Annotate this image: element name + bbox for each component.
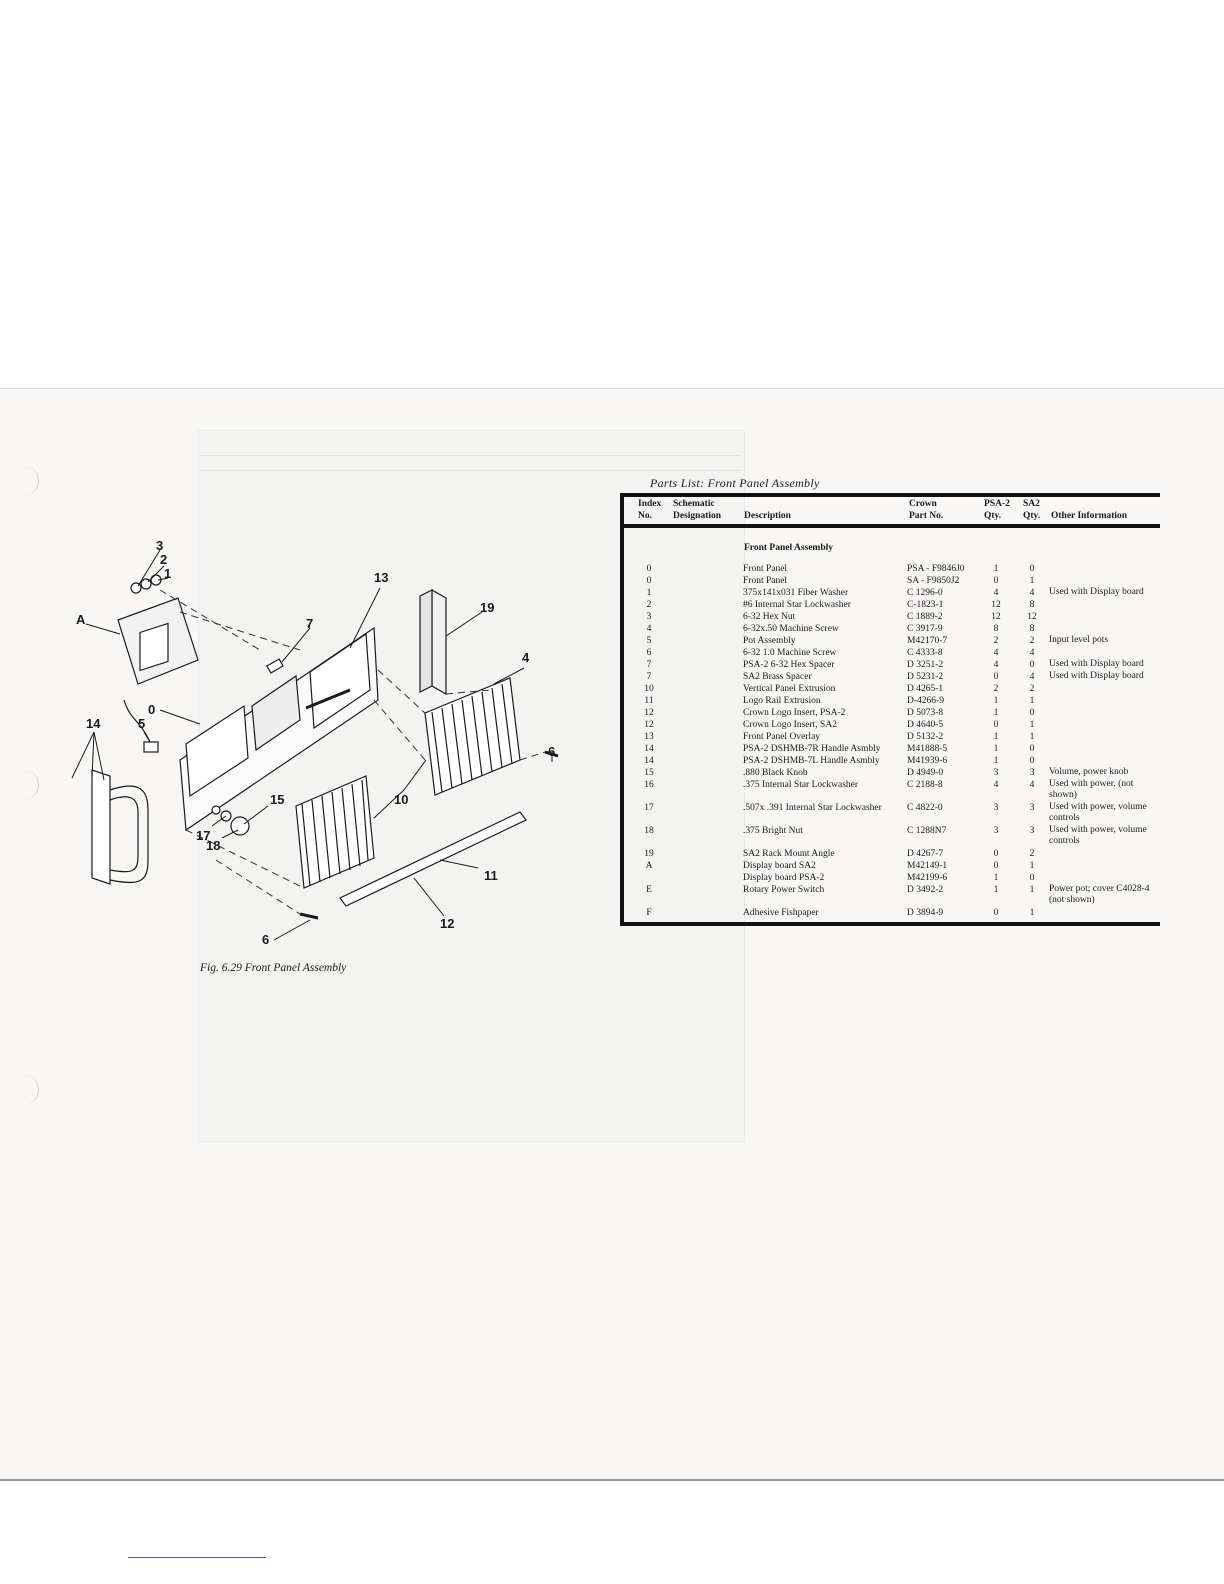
row-part-no: M41888-5	[907, 744, 948, 754]
row-description: Vertical Panel Extrusion	[743, 684, 836, 694]
row-part-no: C-1823-1	[907, 600, 944, 610]
row-sa2-qty: 3	[1029, 826, 1035, 836]
row-sa2-qty: 1	[1029, 732, 1035, 742]
callout-label: 6	[262, 932, 270, 947]
row-description: .880 Black Knob	[743, 768, 808, 778]
row-sa2-qty: 0	[1029, 708, 1035, 718]
row-description: PSA-2 6-32 Hex Spacer	[743, 660, 835, 670]
row-index: 11	[644, 696, 654, 706]
row-description: Front Panel	[743, 564, 788, 574]
callout-label: 13	[374, 570, 389, 585]
header-sa2-qty: SA2 Qty.	[1023, 499, 1041, 521]
row-sa2-qty: 4	[1029, 588, 1035, 598]
row-index: 7	[646, 660, 652, 670]
vertical-extrusion-left	[296, 776, 374, 888]
callout-label: 11	[484, 868, 498, 883]
row-part-no: M42170-7	[907, 636, 948, 646]
section-title: Front Panel Assembly	[744, 543, 834, 553]
row-description: SA2 Rack Mount Angle	[743, 849, 835, 859]
row-psa2-qty: 8	[993, 624, 999, 634]
row-sa2-qty: 12	[1027, 612, 1037, 622]
row-other-info: Used with power, volume controls	[1049, 802, 1147, 823]
row-sa2-qty: 0	[1029, 564, 1035, 574]
row-index: 2	[646, 600, 652, 610]
row-description: Display board SA2	[743, 861, 816, 871]
row-index: 13	[644, 732, 654, 742]
row-sa2-qty: 2	[1029, 849, 1035, 859]
row-sa2-qty: 0	[1029, 660, 1035, 670]
row-psa2-qty: 0	[993, 908, 999, 918]
row-part-no: D 4640-5	[907, 720, 944, 730]
footer-rule	[128, 1557, 266, 1558]
row-sa2-qty: 0	[1029, 756, 1035, 766]
row-sa2-qty: 1	[1029, 885, 1035, 895]
row-part-no: D-4266-9	[907, 696, 944, 706]
callout-label: 2	[160, 552, 168, 567]
callout-label: A	[76, 612, 86, 627]
row-sa2-qty: 0	[1029, 744, 1035, 754]
row-part-no: D 4267-7	[907, 849, 944, 859]
row-psa2-qty: 0	[993, 849, 999, 859]
row-description: Front Panel	[743, 576, 788, 586]
row-description: Crown Logo Insert, PSA-2	[743, 708, 846, 718]
callout-label: 15	[270, 792, 285, 807]
row-psa2-qty: 12	[991, 600, 1001, 610]
row-sa2-qty: 1	[1029, 720, 1035, 730]
row-index: 15	[644, 768, 654, 778]
row-sa2-qty: 8	[1029, 624, 1035, 634]
row-sa2-qty: 1	[1029, 576, 1035, 586]
row-psa2-qty: 3	[993, 803, 999, 813]
header-schematic: Schematic Designation	[673, 499, 722, 521]
row-description: Rotary Power Switch	[743, 885, 825, 895]
row-index: E	[646, 885, 652, 895]
row-description: 375x141x031 Fiber Washer	[743, 588, 849, 598]
row-index: 1	[646, 588, 652, 598]
row-other-info: Used with power. (not shown)	[1049, 779, 1134, 800]
row-part-no: PSA - F9846J0	[907, 564, 965, 574]
row-sa2-qty: 1	[1029, 696, 1035, 706]
callout-label: 18	[206, 838, 221, 853]
callout-label: 3	[156, 538, 164, 553]
row-psa2-qty: 1	[993, 696, 999, 706]
row-index: 19	[644, 849, 654, 859]
callout-label: 19	[480, 600, 495, 615]
callout-label: 6	[548, 744, 556, 759]
row-part-no: C 3917-9	[907, 624, 943, 634]
callout-label: 12	[440, 916, 455, 931]
callout-label: 10	[394, 792, 409, 807]
row-description: Pot Assembly	[743, 636, 796, 646]
row-index: 6	[646, 648, 652, 658]
row-psa2-qty: 2	[993, 684, 999, 694]
row-index: 12	[644, 720, 654, 730]
row-index: 18	[644, 826, 654, 836]
row-part-no: M42149-1	[907, 861, 948, 871]
header-psa2-qty: PSA-2 Qty.	[984, 499, 1010, 521]
parts-list-caption: Parts List: Front Panel Assembly	[650, 476, 820, 490]
row-other-info: Used with Display board	[1049, 671, 1144, 681]
row-part-no: M41939-6	[907, 756, 948, 766]
vertical-extrusion-right	[425, 678, 520, 795]
row-description: #6 Internal Star Lockwasher	[743, 600, 851, 610]
row-index: 12	[644, 708, 654, 718]
row-other-info: Volume, power knob	[1049, 767, 1129, 777]
row-description: Display board PSA-2	[743, 873, 825, 883]
row-description: .375 Internal Star Lockwasher	[743, 780, 859, 790]
row-index: 3	[646, 612, 652, 622]
row-psa2-qty: 1	[993, 885, 999, 895]
rack-angle-19	[432, 590, 446, 694]
row-part-no: SA - F9850J2	[907, 576, 960, 586]
row-index: 5	[646, 636, 652, 646]
row-sa2-qty: 3	[1029, 768, 1035, 778]
row-sa2-qty: 1	[1029, 908, 1035, 918]
row-description: 6-32x.50 Machine Screw	[743, 624, 839, 634]
row-part-no: D 5231-2	[907, 672, 944, 682]
row-psa2-qty: 1	[993, 744, 999, 754]
row-sa2-qty: 3	[1029, 803, 1035, 813]
row-part-no: C 4822-0	[907, 803, 943, 813]
row-part-no: D 5073-8	[907, 708, 944, 718]
row-index: 10	[644, 684, 654, 694]
row-part-no: C 1889-2	[907, 612, 943, 622]
row-psa2-qty: 12	[991, 612, 1001, 622]
row-sa2-qty: 1	[1029, 861, 1035, 871]
row-description: 6-32 Hex Nut	[743, 612, 796, 622]
row-other-info: Used with power, volume controls	[1049, 825, 1147, 846]
row-description: Adhesive Fishpaper	[743, 908, 819, 918]
row-psa2-qty: 1	[993, 732, 999, 742]
handle-14	[92, 770, 110, 884]
row-psa2-qty: 1	[993, 708, 999, 718]
row-psa2-qty: 1	[993, 564, 999, 574]
header-part-no: Crown Part No.	[909, 499, 944, 521]
row-psa2-qty: 4	[993, 648, 999, 658]
row-sa2-qty: 4	[1029, 648, 1035, 658]
row-sa2-qty: 4	[1029, 780, 1035, 790]
row-index: F	[646, 908, 652, 918]
row-index: 16	[644, 780, 654, 790]
row-description: 6-32 1.0 Machine Screw	[743, 648, 837, 658]
row-sa2-qty: 2	[1029, 684, 1035, 694]
row-other-info: Input level pots	[1049, 635, 1109, 645]
row-psa2-qty: 4	[993, 588, 999, 598]
row-sa2-qty: 4	[1029, 672, 1035, 682]
row-part-no: C 2188-8	[907, 780, 943, 790]
callout-label: 7	[306, 616, 314, 631]
row-sa2-qty: 2	[1029, 636, 1035, 646]
row-psa2-qty: 3	[993, 768, 999, 778]
row-part-no: D 3251-2	[907, 660, 944, 670]
row-psa2-qty: 1	[993, 873, 999, 883]
row-part-no: D 4265-1	[907, 684, 944, 694]
row-psa2-qty: 4	[993, 660, 999, 670]
row-part-no: C 1296-0	[907, 588, 943, 598]
row-index: 17	[644, 803, 654, 813]
row-part-no: M42199-6	[907, 873, 948, 883]
row-index: 0	[646, 564, 652, 574]
figure-caption: Fig. 6.29 Front Panel Assembly	[200, 962, 347, 974]
callout-label: 0	[148, 702, 156, 717]
callout-label: 14	[86, 716, 101, 731]
callout-label: 17	[196, 828, 211, 843]
row-other-info: Used with Display board	[1049, 659, 1144, 669]
row-index: 14	[644, 744, 654, 754]
row-psa2-qty: 0	[993, 861, 999, 871]
row-part-no: D 4949-0	[907, 768, 944, 778]
row-description: .507x .391 Internal Star Lockwasher	[743, 803, 882, 813]
callout-label: 5	[138, 716, 146, 731]
row-psa2-qty: 4	[993, 780, 999, 790]
row-psa2-qty: 0	[993, 672, 999, 682]
row-psa2-qty: 2	[993, 636, 999, 646]
row-description: Front Panel Overlay	[743, 732, 821, 742]
row-description: PSA-2 DSHMB-7L Handle Asmbly	[743, 756, 880, 766]
row-part-no: D 5132-2	[907, 732, 944, 742]
row-other-info: Power pot; cover C4028-4 (not shown)	[1049, 884, 1150, 905]
row-part-no: D 3894-9	[907, 908, 944, 918]
row-index: A	[645, 861, 653, 871]
row-part-no: C 4333-8	[907, 648, 943, 658]
row-other-info: Used with Display board	[1049, 587, 1144, 597]
row-index: 0	[646, 576, 652, 586]
row-description: .375 Bright Nut	[743, 826, 803, 836]
row-psa2-qty: 0	[993, 576, 999, 586]
row-part-no: C 1288N7	[907, 826, 947, 836]
callout-label: 4	[522, 650, 530, 665]
row-description: PSA-2 DSHMB-7R Handle Asmbly	[743, 744, 881, 754]
row-index: 14	[644, 756, 654, 766]
row-psa2-qty: 3	[993, 826, 999, 836]
row-description: Logo Rail Extrusion	[743, 696, 821, 706]
row-description: Crown Logo Insert, SA2	[743, 720, 837, 730]
row-part-no: D 3492-2	[907, 885, 944, 895]
row-psa2-qty: 0	[993, 720, 999, 730]
header-description: Description	[744, 511, 791, 521]
header-index: Index No.	[638, 499, 662, 521]
row-sa2-qty: 8	[1029, 600, 1035, 610]
row-psa2-qty: 1	[993, 756, 999, 766]
header-other: Other Information	[1051, 511, 1128, 521]
row-description: SA2 Brass Spacer	[743, 672, 812, 682]
row-sa2-qty: 0	[1029, 873, 1035, 883]
row-index: 7	[646, 672, 652, 682]
callout-label: 1	[164, 566, 172, 581]
row-index: 4	[646, 624, 652, 634]
